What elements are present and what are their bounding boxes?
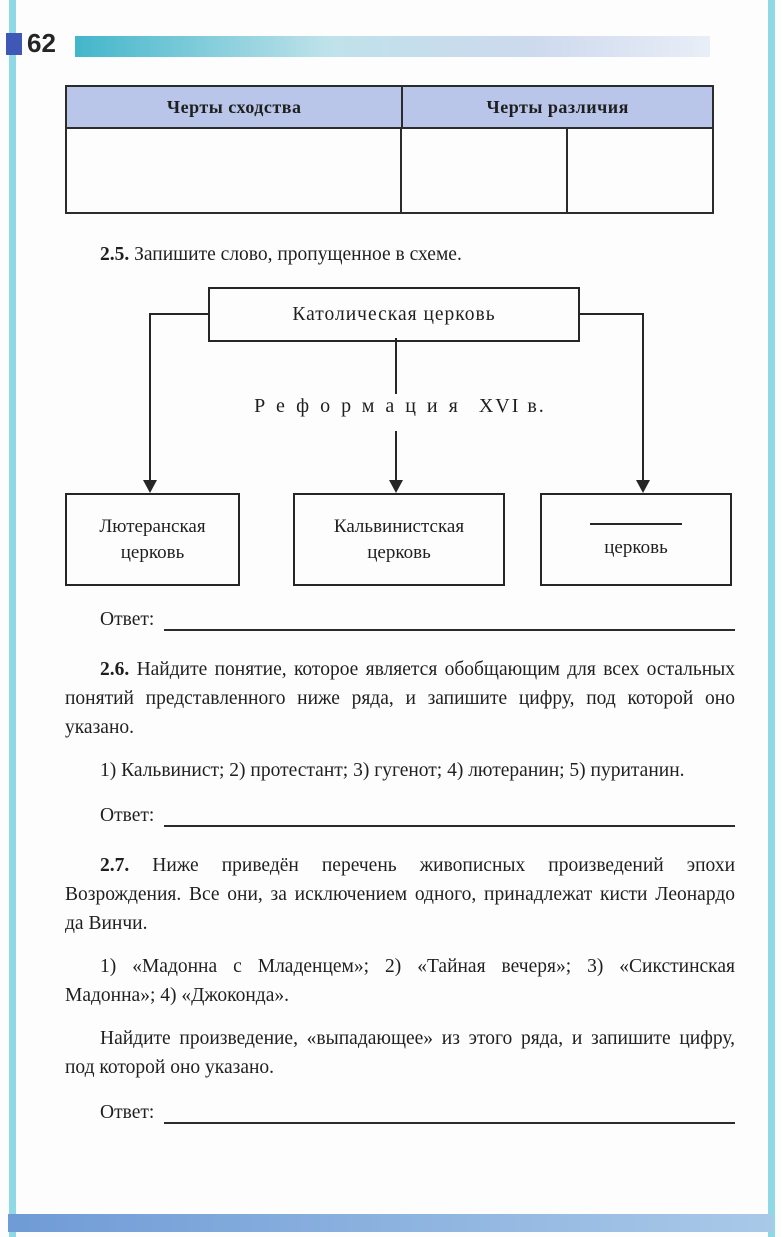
- task-2-7-closing: Найдите произведение, «выпадающее» из этого ряда, и запишите цифру, под которой оно указано.: [65, 1028, 735, 1078]
- connector-middle-upper: [395, 338, 397, 394]
- table-header-difference: Черты различия: [486, 96, 629, 117]
- answer-line: [164, 801, 735, 827]
- page-content: [65, 85, 735, 1124]
- task-2-7-options: 1) «Мадонна с Младенцем»; 2) «Тайная вечеря»; 3) «Сикстинская Мадонна»; 4) «Джоконда».: [65, 956, 735, 1006]
- arrow-down-icon: [389, 480, 403, 493]
- arrow-down-icon: [143, 480, 157, 493]
- scheme-box-lutheran: [65, 493, 240, 586]
- answer-label: Ответ:: [100, 805, 155, 826]
- table-header-row: [67, 87, 712, 129]
- scheme-root-label: Католическая церковь: [292, 303, 496, 325]
- connector-middle-lower: [395, 431, 397, 481]
- answer-row-2-5: [100, 605, 735, 631]
- comparison-table: [65, 85, 714, 214]
- answer-line: [164, 605, 735, 631]
- task-2-5-number: 2.5.: [100, 244, 130, 265]
- answer-row-2-7: [100, 1098, 735, 1124]
- task-2-6-number: 2.6.: [100, 659, 130, 680]
- reformation-label: [65, 395, 735, 418]
- right-edge-strip: [768, 0, 775, 1237]
- header-gradient-bar: [75, 36, 710, 57]
- bottom-gradient-bar: [8, 1214, 773, 1232]
- corner-accent-block: [6, 33, 22, 55]
- arrow-down-icon: [636, 480, 650, 493]
- answer-row-2-6: [100, 801, 735, 827]
- scheme-box-blank: [540, 493, 732, 586]
- connector-left-horizontal: [149, 313, 210, 315]
- task-2-7-number: 2.7.: [100, 855, 130, 876]
- reformation-scheme: [65, 283, 735, 595]
- answer-label: Ответ:: [100, 609, 155, 630]
- scheme-box-lutheran-line1: Лютеранская: [99, 515, 206, 537]
- task-2-5-title: [65, 240, 735, 269]
- table-body-row: [67, 129, 712, 212]
- scheme-root-box: [208, 287, 580, 342]
- scheme-box-blank-line2: церковь: [604, 536, 668, 558]
- task-2-6-paragraph: [65, 655, 735, 742]
- table-cell-difference-1: [402, 129, 567, 212]
- table-cell-similarity: [67, 129, 402, 212]
- scheme-box-lutheran-line2: церковь: [120, 541, 185, 563]
- page-number: 62: [27, 28, 56, 58]
- left-edge-strip: [9, 0, 16, 1237]
- reformation-century: XVI в.: [478, 395, 546, 417]
- reformation-word: Реформация: [254, 395, 469, 417]
- task-2-6-options: 1) Кальвинист; 2) протестант; 3) гугенот; 4) лютеранин; 5) пуританин.: [100, 760, 685, 781]
- task-2-6-text: Найдите понятие, которое является обобщающим для всех остальных понятий представленного ниже ряда, и запишите цифру, под которой оно указано.: [65, 659, 736, 738]
- task-2-5-text: Запишите слово, пропущенное в схеме.: [134, 244, 462, 265]
- connector-right-horizontal: [578, 313, 644, 315]
- answer-label: Ответ:: [100, 1102, 155, 1123]
- blank-word-line: [590, 523, 682, 525]
- scheme-box-calvinist-line1: Кальвинистская: [333, 515, 465, 537]
- table-cell-difference-2: [568, 129, 712, 212]
- task-2-7-text: Ниже приведён перечень живописных произведений эпохи Возрождения. Все они, за исключением одного, принадлежат кисти Леонардо да Винчи.: [65, 855, 735, 934]
- scheme-box-calvinist: [293, 493, 505, 586]
- table-header-similarity: Черты сходства: [67, 87, 403, 127]
- task-2-7-paragraph: [65, 851, 735, 938]
- scheme-box-calvinist-line2: церковь: [367, 541, 431, 563]
- answer-line: [164, 1098, 735, 1124]
